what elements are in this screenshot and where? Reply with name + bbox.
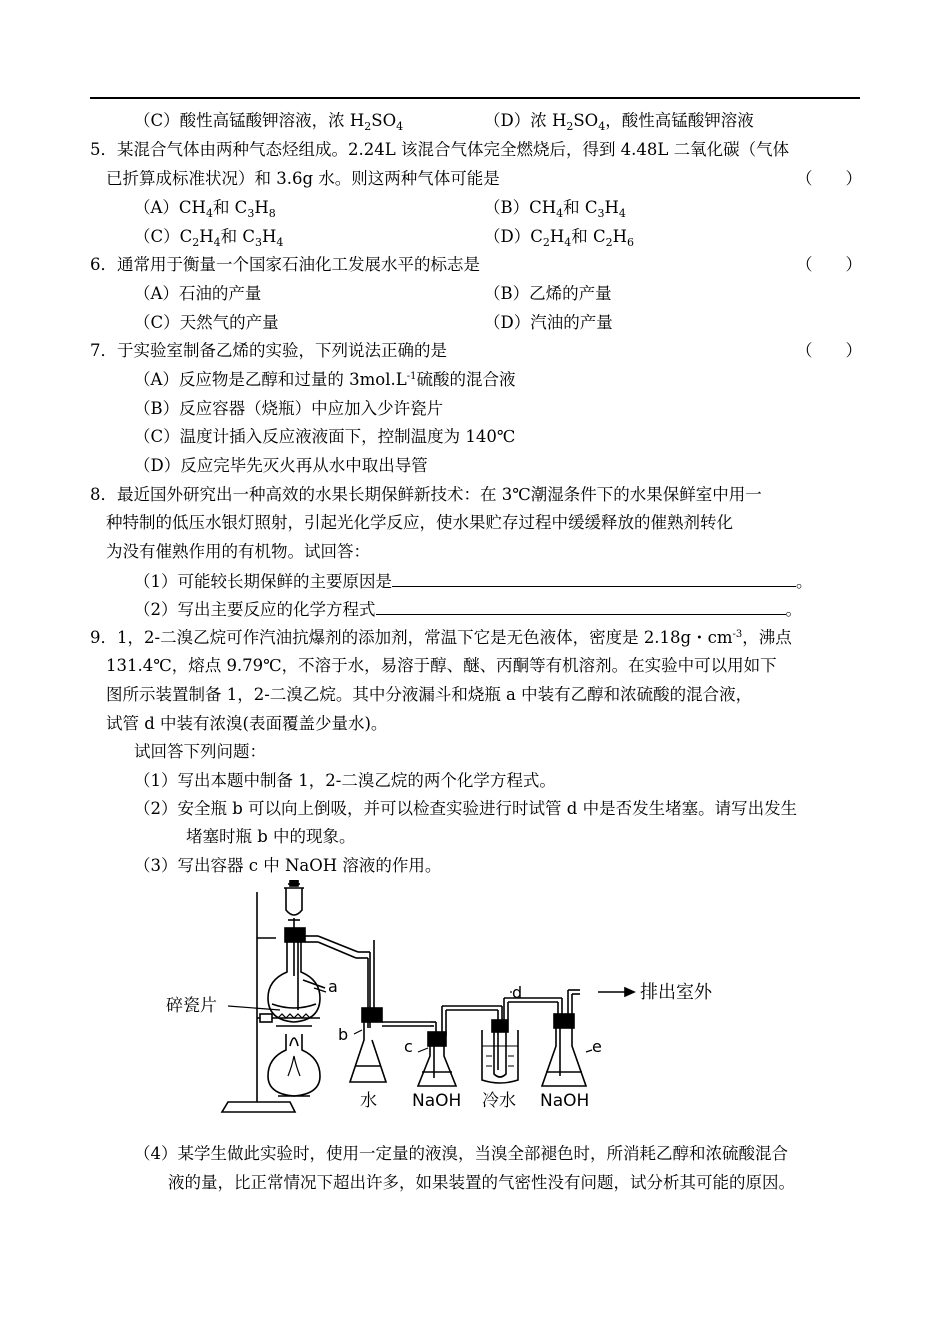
iron-stand <box>222 892 320 1112</box>
q6-option-a: （A）石油的产量 <box>134 284 262 303</box>
q9-intro: 试回答下列问题： <box>134 742 266 761</box>
q7-option-c: （C）温度计插入反应液液面下，控制温度为 140℃ <box>134 427 516 446</box>
q8-answer-blank-2[interactable] <box>376 598 786 615</box>
q6-answer-paren: （ ） <box>796 255 862 274</box>
q7-stem: 7．于实验室制备乙烯的实验，下列说法正确的是 <box>90 341 447 360</box>
q8-stem-line3: 为没有催熟作用的有机物。试回答： <box>106 542 370 561</box>
q6-option-c: （C）天然气的产量 <box>134 313 279 332</box>
q8-stem-line2: 种特制的低压水银灯照射，引起光化学反应，使水果贮存过程中缓缓释放的催熟剂转化 <box>106 513 733 532</box>
q4-option-d: （D）浓 $H_2SO_4$，酸性高锰酸钾溶液 <box>484 111 754 133</box>
q8-stem-line1: 8．最近国外研究出一种高效的水果长期保鲜新技术：在 3℃潮湿条件下的水果保鲜室中用一 <box>90 485 762 504</box>
q9-stem-line1: 9．1，2-二溴乙烷可作汽油抗爆剂的添加剂，常温下它是无色液体，密度是 2.18g・$cm^{-3}$，沸点 <box>90 628 792 647</box>
q5-option-d: $(D)C_2H_4$和 $C_2H_6$ <box>484 227 635 249</box>
q8-sub1: （1）可能较长期保鲜的主要原因是 。 <box>134 572 813 591</box>
q9-stem-line3: 图所示装置制备 1，2-二溴乙烷。其中分液漏斗和烧瓶 a 中装有乙醇和浓硫酸的混合液， <box>106 685 753 704</box>
q5-option-c: $(C)C_2H_4$和 $C_3H_4$ <box>134 227 284 249</box>
q5-option-a: $(A)CH_4$和 $C_3H_8$ <box>134 198 276 220</box>
q9-sub4-line2: 液的量，比正常情况下超出许多，如果装置的气密性没有问题，试分析其可能的原因。 <box>168 1173 795 1192</box>
label-cold-water: 冷水 <box>482 1091 516 1111</box>
label-naoh-e: NaOH <box>540 1091 590 1111</box>
q5-stem-line1: 5．某混合气体由两种气态烃组成。2.24L 该混合气体完全燃烧后，得到 4.48L 二氧化碳（气体 <box>90 140 790 159</box>
label-water: 水 <box>360 1091 377 1111</box>
q9-stem-line4: 试管 d 中装有浓溴(表面覆盖少量水)。 <box>106 714 388 733</box>
q7-option-d: （D）反应完毕先灭火再从水中取出导管 <box>134 456 428 475</box>
q7-option-a: （A）反应物是乙醇和过量的 $3mol.L^{-1}$硫酸的混合液 <box>134 370 516 389</box>
header-rule <box>90 97 860 99</box>
q7-answer-paren: （ ） <box>796 341 862 360</box>
bottle-b <box>350 940 430 1082</box>
exhaust-arrow <box>598 988 634 996</box>
q5-option-b: $(B)CH_4$和 $C_3H_4$ <box>484 198 626 220</box>
q5-stem-line2: 已折算成标准状况）和 3.6g 水。则这两种气体可能是 <box>106 169 500 188</box>
flask-e <box>542 990 586 1086</box>
label-exhaust: 排出室外 <box>640 982 712 1003</box>
burner <box>268 1026 320 1096</box>
label-e: e <box>592 1037 602 1056</box>
q8-answer-blank-1[interactable] <box>392 570 796 587</box>
q9-sub4-line1: （4）某学生做此实验时，使用一定量的液溴，当溴全部褪色时，所消耗乙醇和浓硫酸混合 <box>134 1144 788 1163</box>
label-d: d <box>512 983 523 1002</box>
label-c: c <box>404 1037 413 1056</box>
q8-sub2: （2）写出主要反应的化学方程式 。 <box>134 600 802 619</box>
q6-option-b: （B）乙烯的产量 <box>484 284 612 303</box>
q9-sub2-line2: 堵塞时瓶 b 中的现象。 <box>186 827 356 846</box>
apparatus-diagram <box>160 880 740 1120</box>
q4-option-c: （C）酸性高锰酸钾溶液，浓 $H_2SO_4$ <box>134 111 404 133</box>
q9-sub3: （3）写出容器 c 中 NaOH 溶液的作用。 <box>134 856 442 875</box>
q6-stem: 6．通常用于衡量一个国家石油化工发展水平的标志是 <box>90 255 480 274</box>
q6-option-d: （D）汽油的产量 <box>484 313 613 332</box>
q9-sub1: （1）写出本题中制备 1，2-二溴乙烷的两个化学方程式。 <box>134 771 556 790</box>
q7-option-b: （B）反应容器（烧瓶）中应加入少许瓷片 <box>134 399 444 418</box>
label-b: b <box>338 1025 349 1044</box>
q9-sub2-line1: （2）安全瓶 b 可以向上倒吸，并可以检查实验进行时试管 d 中是否发生堵塞。请写出发生 <box>134 799 798 818</box>
label-a: a <box>328 977 338 996</box>
label-porcelain: 碎瓷片 <box>166 996 217 1016</box>
q9-stem-line2: 131.4℃，熔点 9.79℃，不溶于水，易溶于醇、醚、丙酮等有机溶剂。在实验中可以用如下 <box>106 656 777 675</box>
label-naoh-c: NaOH <box>412 1091 462 1111</box>
q5-answer-paren: （ ） <box>796 169 862 188</box>
